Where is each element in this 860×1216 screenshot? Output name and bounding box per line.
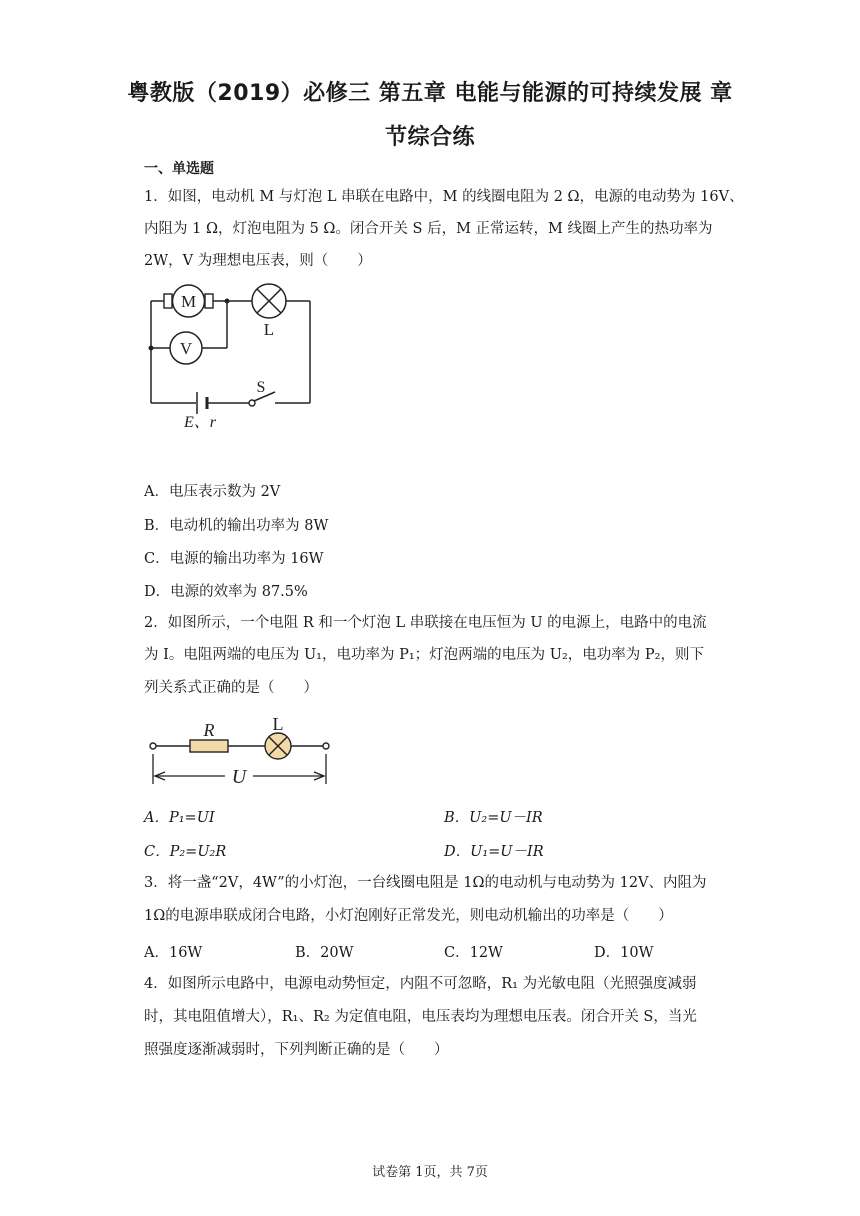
q4-text-line-1: 4．如图所示电路中，电源电动势恒定，内阻不可忽略，R₁ 为光敏电阻（光照强度减弱 — [144, 976, 697, 992]
q4-text-line-3: 照强度逐渐减弱时，下列判断正确的是（ ） — [144, 1042, 449, 1058]
q1-option-c[interactable]: C．电源的输出功率为 16W — [144, 551, 324, 567]
q2-option-a[interactable]: A．P₁=UI — [144, 810, 215, 826]
switch-label: S — [256, 379, 266, 396]
q1-text-line-2: 内阻为 1 Ω，灯泡电阻为 5 Ω。闭合开关 S 后，M 正常运转，M 线圈上产生的热功率为 — [144, 221, 713, 237]
q3-option-a[interactable]: A．16W — [144, 945, 203, 961]
terminal-right — [323, 743, 329, 749]
voltage-label: U — [231, 766, 247, 788]
section-heading: 一、单选题 — [144, 161, 214, 177]
page-title-line-2: 节综合练 — [384, 125, 475, 150]
q2-circuit-diagram — [145, 712, 335, 792]
q1-circuit-diagram — [140, 280, 330, 435]
lamp-label: L — [263, 320, 275, 339]
motor-label: M — [180, 292, 197, 311]
q3-option-d[interactable]: D．10W — [594, 945, 654, 961]
source-label: E、r — [183, 414, 217, 431]
page-title-line-1: 粤教版（2019）必修三 第五章 电能与能源的可持续发展 章 — [127, 81, 733, 106]
page-footer: 试卷第 1页，共 7页 — [372, 1165, 488, 1180]
q4-text-line-2: 时，其电阻值增大），R₁、R₂ 为定值电阻，电压表均为理想电压表。闭合开关 S，当光 — [144, 1009, 697, 1025]
motor-symbol — [164, 285, 213, 317]
lamp-label: L — [272, 714, 284, 734]
q2-option-b[interactable]: B．U₂=U－IR — [444, 810, 543, 826]
q1-option-b[interactable]: B．电动机的输出功率为 8W — [144, 518, 329, 534]
q2-option-c[interactable]: C．P₂=U₂R — [144, 844, 227, 860]
q2-text-line-2: 为 I。电阻两端的电压为 U₁，电功率为 P₁；灯泡两端的电压为 U₂，电功率为 P₂，则下 — [144, 647, 704, 663]
q1-option-d[interactable]: D．电源的效率为 87.5% — [144, 584, 308, 600]
terminal-left — [150, 743, 156, 749]
lamp-symbol — [252, 284, 286, 318]
resistor-label: R — [203, 720, 215, 740]
q2-option-d[interactable]: D．U₁=U－IR — [444, 844, 544, 860]
q2-text-line-1: 2．如图所示，一个电阻 R 和一个灯泡 L 串联接在电压恒为 U 的电源上，电路中的电流 — [144, 615, 707, 631]
voltmeter-symbol — [170, 332, 202, 364]
q3-option-b[interactable]: B．20W — [295, 945, 354, 961]
battery-symbol — [197, 392, 207, 414]
lamp-symbol — [265, 733, 291, 759]
q1-option-a[interactable]: A．电压表示数为 2V — [144, 484, 281, 500]
q1-text-line-3: 2W，V 为理想电压表，则（ ） — [144, 253, 372, 269]
q1-text-line-1: 1．如图，电动机 M 与灯泡 L 串联在电路中，M 的线圈电阻为 2 Ω，电源的电动势为 16V、 — [144, 189, 744, 205]
q3-option-c[interactable]: C．12W — [444, 945, 503, 961]
q3-text-line-1: 3．将一盏“2V，4W”的小灯泡，一台线圈电阻是 1Ω的电动机与电动势为 12V、内阻为 — [144, 875, 707, 891]
q3-text-line-2: 1Ω的电源串联成闭合电路，小灯泡刚好正常发光，则电动机输出的功率是（ ） — [144, 908, 673, 924]
voltmeter-label: V — [179, 339, 193, 358]
resistor-symbol — [190, 740, 228, 752]
q2-text-line-3: 列关系式正确的是（ ） — [144, 680, 318, 696]
